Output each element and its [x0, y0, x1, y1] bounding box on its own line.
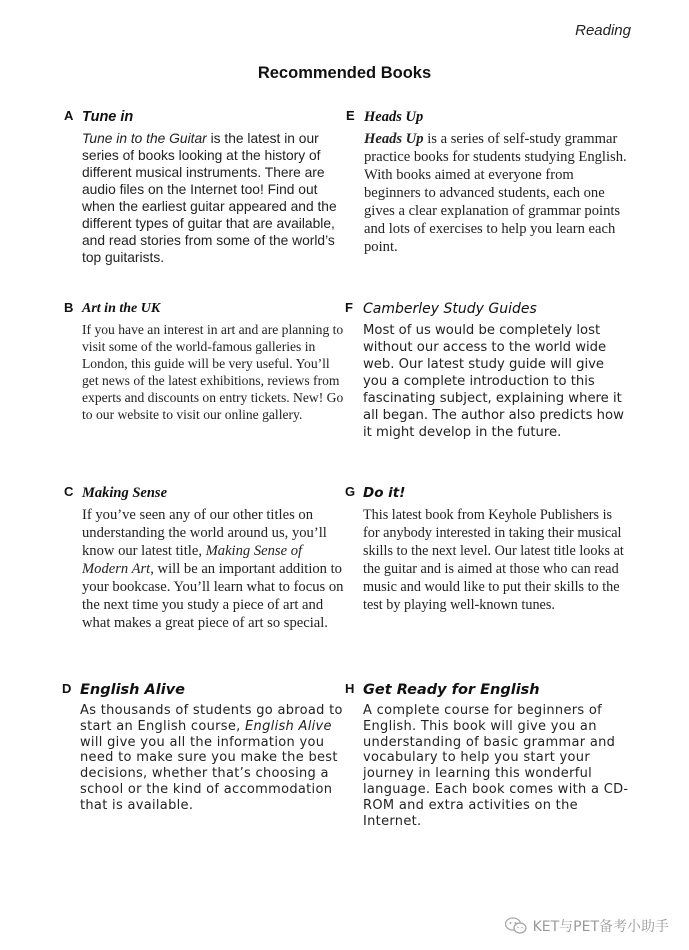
book-description: Tune in to the Guitar is the latest in our series of books looking at the history of different musical instruments. There are audio files on the Internet too! Find out when the earliest guitar appeared and the different types of guitar that are available, and read stories from some of the world’s top guitarists. [82, 131, 337, 265]
book-description: Most of us would be completely lost without our access to the world wide web. Our latest study guide will give you a complete introduction to this fascinating subject, explaining where it all began. The author also predicts how it might develop in the future. [363, 323, 624, 440]
book-entry-f [345, 300, 631, 441]
entry-letter: A [64, 108, 74, 123]
book-description: A complete course for beginners of English. This book will give you an understanding of basic grammar and vocabulary to help you start your journey in learning this wonderful language. Each book comes with a CD-ROM and extra activities on the Internet. [363, 703, 629, 829]
book-emphasis: Making Sense of Modern Art [82, 543, 303, 577]
book-description: If you’ve seen any of our other titles on understanding the world around us, you’ll know our latest title, Making Sense of Modern Art, will be an important addition to your bookcase. You’ll learn what to focus on the next time you study a piece of art and what makes a great piece of art so special. [82, 507, 344, 631]
book-title: Do it! [363, 485, 406, 501]
book-entry-d [62, 681, 345, 814]
book-emphasis: English Alive [245, 718, 332, 734]
entry-letter: C [64, 484, 74, 499]
book-title: Heads Up [364, 109, 424, 125]
book-title: Tune in [82, 109, 134, 125]
entry-letter: G [345, 484, 356, 499]
entry-letter: D [62, 681, 72, 696]
entry-letter: F [345, 300, 353, 315]
book-title: Get Ready for English [363, 682, 540, 698]
book-entry-a [64, 108, 347, 266]
book-description: As thousands of students go abroad to start an English course, English Alive will give you all the information you need to make sure you make the best decisions, whether that’s choosing a school or the kind of accommodation that is available. [80, 703, 343, 813]
book-lead-title: Tune in to the Guitar [82, 131, 207, 146]
entry-letter: H [345, 681, 355, 696]
book-entry-h [345, 681, 631, 829]
page-title: Recommended Books [257, 64, 432, 82]
book-title: Making Sense [82, 485, 168, 501]
book-title: Art in the UK [82, 301, 161, 316]
book-entry-e [346, 108, 629, 256]
book-entry-g [345, 484, 631, 614]
book-entry-b [64, 300, 347, 423]
book-lead-title: Heads Up [364, 131, 424, 147]
book-description: If you have an interest in art and are planning to visit some of the world-famous galleries in London, this guide will be very useful. You’ll get news of the latest exhibitions, reviews from experts and discounts on entry tickets. New! Go to our website to visit our online gallery. [82, 322, 344, 422]
watermark-text: KET与PET备考小助手 [532, 919, 669, 935]
section-label: Reading [575, 22, 631, 39]
entry-letter: E [346, 108, 355, 123]
watermark [505, 916, 669, 936]
book-description: This latest book from Keyhole Publishers is for anybody interested in taking their musical skills to the next level. Our latest title looks at the guitar and is aimed at those who can read music and would like to put their skills to the test by playing well-known tunes. [363, 507, 624, 613]
book-description: Heads Up is a series of self-study grammar practice books for students studying English. With books aimed at everyone from beginners to advanced students, each one gives a clear explanation of grammar points and lots of exercises to help you learn each point. [364, 131, 627, 255]
book-entry-c [64, 484, 347, 632]
book-title: Camberley Study Guides [363, 301, 537, 317]
book-title: English Alive [80, 682, 185, 698]
entry-letter: B [64, 300, 74, 315]
wechat-icon [505, 917, 527, 935]
